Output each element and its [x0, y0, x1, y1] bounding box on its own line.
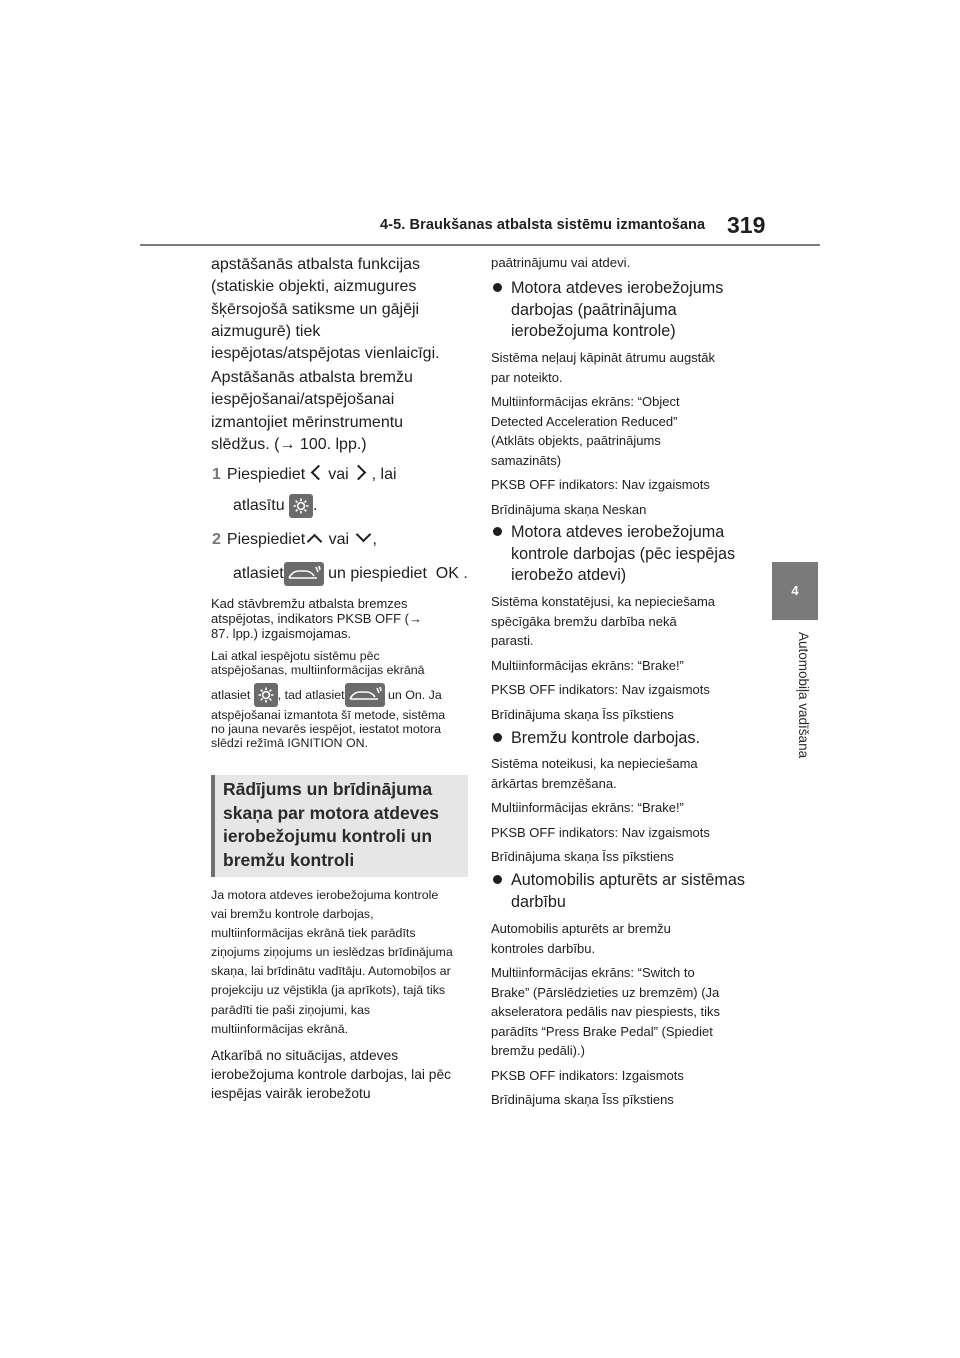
text-line: Brīdinājuma skaņa Neskan [491, 501, 647, 517]
text-line: Lai atkal iespējotu sistēmu pēc [211, 649, 380, 663]
text-line: bremžu pedāli).) [491, 1043, 585, 1058]
text-line: darbību [511, 892, 566, 911]
chapter-tab: 4 [772, 562, 818, 620]
text-line: multiinformācijas ekrānā. [211, 1021, 349, 1036]
instruction-paragraph [211, 367, 413, 456]
step-1-line-1 [212, 466, 397, 484]
text-line: ierobežojuma kontrole darbojas, lai pēc [211, 1067, 452, 1083]
step-number: 1 [212, 466, 221, 483]
text: . [463, 565, 468, 583]
text-line: Kad stāvbremžu atbalsta bremzes [211, 596, 408, 611]
step-2-line-2 [233, 562, 468, 586]
text-line: izmantojiet mērinstrumentu [211, 413, 404, 431]
text-line: slēdžus. (→ 100. lpp.) [211, 435, 367, 453]
text: Automobilis apturēts ar sistēmas [511, 871, 745, 889]
text: Motora atdeves ierobežojums [511, 279, 724, 297]
text-line: Apstāšanās atbalsta bremžu [211, 369, 413, 386]
section-header-title: 4-5. Braukšanas atbalsta sistēmu izmantošana [380, 217, 706, 233]
text-line: PKSB OFF indikators: Izgaismots [491, 1067, 684, 1083]
chevron-right-icon [350, 465, 366, 481]
bullet-icon [493, 527, 502, 536]
step-1-line-2 [233, 494, 318, 518]
bullet-heading [493, 522, 735, 587]
note-reenable [211, 649, 445, 750]
situation-paragraph [211, 1046, 451, 1104]
text-line: skaņa, lai brīdinātu vadītāju. Automobiļos ar [211, 964, 451, 979]
text: vai [328, 466, 349, 483]
step-number: 2 [212, 531, 221, 548]
text-line: parasti. [491, 633, 534, 648]
text-line: (statiskie objekti, aizmugures [211, 278, 417, 296]
text-line: Brīdinājuma skaņa Īss pīkstiens [491, 849, 674, 864]
intro-paragraph [211, 254, 440, 365]
text-line: Sistēma neļauj kāpināt ātrumu augstāk [491, 350, 716, 365]
text-line: Brake” (Pārslēdzieties uz bremzēm) (Ja [491, 984, 720, 1000]
text-line: ziņojums ziņojums un ieslēdzas brīdinājuma [211, 945, 453, 960]
text-line: skaņa par motora atdeves [223, 802, 439, 823]
text-line: parādīti tie paši ziņojumi, kas [211, 1002, 371, 1017]
text-line: ierobežojuma kontrole) [511, 322, 676, 340]
ok-label: OK [435, 565, 459, 583]
section-body [491, 919, 720, 1110]
bullet-heading [493, 870, 745, 913]
text: un On. Ja [387, 687, 442, 702]
text-line: ierobežojumu kontroli un [223, 826, 433, 846]
text-line: darbojas (paātrinājuma [511, 300, 677, 319]
text-line [211, 682, 445, 708]
note-pksb-off [211, 596, 422, 641]
continuation-text: paātrinājumu vai atdevi. [491, 255, 631, 270]
text-line: Brīdinājuma skaņa Īss pīkstiens [491, 1092, 674, 1107]
text-line: PKSB OFF indikators: Nav izgaismots [491, 682, 710, 697]
text-line: Multiinformācijas ekrāns: “Object [491, 394, 680, 409]
bullet-icon [493, 283, 502, 292]
text-line: apstāšanās atbalsta funkcijas [211, 256, 421, 273]
text-line: Automobilis apturēts ar bremžu [491, 921, 671, 936]
text-line: Ja motora atdeves ierobežojuma kontrole [211, 888, 439, 902]
chapter-tab-label: Automobiļa vadīšana [796, 632, 811, 759]
text-line: iespējotas/atspējotas vienlaicīgi. [211, 345, 440, 363]
text-line: bremžu kontroli [223, 849, 355, 870]
text-line: atspējošanai izmantota šī metode, sistēma [211, 707, 446, 722]
text-line: Detected Acceleration Reduced” [491, 413, 678, 429]
text: Motora atdeves ierobežojuma [511, 523, 725, 541]
text: , [372, 531, 377, 548]
text-line: Sistēma konstatējusi, ka nepieciešama [491, 594, 716, 609]
gear-icon [254, 683, 278, 707]
text-line: akseleratora pedālis nav piespiests, tiks [491, 1004, 721, 1019]
text-line: ārkārtas bremzēšana. [491, 775, 617, 791]
text-line: spēcīgāka bremžu darbība nekā [491, 613, 677, 629]
text-line: Sistēma noteikusi, ka nepieciešama [491, 756, 698, 771]
text-line: (Atklāts objekts, paātrinājums [491, 433, 661, 448]
text-line: multiinformācijas ekrānā tiek parādīts [211, 926, 416, 941]
text: Piespiediet [226, 466, 306, 483]
text-line: atspējošanas, multiinformācijas ekrānā [211, 663, 425, 678]
text-line: kontroles darbību. [491, 940, 596, 956]
text-line: 87. lpp.) izgaismojamas. [211, 626, 352, 641]
text-line: šķērsojošā satiksme un gājēji [211, 300, 420, 318]
chevron-down-icon [355, 527, 371, 543]
text-line: iespējošanai/atspējošanai [211, 391, 395, 409]
text-line: atspējotas, indikators PKSB OFF (→ [211, 611, 422, 626]
text-line: samazināts) [491, 452, 562, 468]
bullet-heading [493, 728, 700, 750]
text-line: Brīdinājuma skaņa Īss pīkstiens [491, 706, 674, 722]
text-line: parādīts “Press Brake Pedal” (Spiediet [491, 1023, 713, 1039]
text: , tad atlasiet [277, 687, 345, 702]
pksb-car-icon [284, 562, 324, 586]
text-line: Multiinformācijas ekrāns: “Switch to [491, 965, 695, 980]
text: , lai [371, 466, 397, 483]
chevron-up-icon [307, 534, 323, 550]
text-line: Multiinformācijas ekrāns: “Brake!” [491, 657, 684, 673]
text-line: vai bremžu kontrole darbojas, [211, 907, 374, 922]
gear-icon [289, 494, 313, 518]
text-line: Multiinformācijas ekrāns: “Brake!” [491, 800, 684, 815]
text-line: no jauna nevarēs iespējot, iestatot motora [211, 721, 442, 736]
text: vai [328, 531, 350, 548]
text: Bremžu kontrole darbojas. [511, 729, 700, 747]
chevron-left-icon [311, 465, 327, 481]
text-line: slēdzi režīmā IGNITION ON. [211, 736, 368, 751]
section-body [491, 592, 715, 724]
text: atlasiet [211, 687, 251, 702]
text: atlasītu [233, 497, 285, 515]
text: un piespiediet [328, 565, 427, 583]
page-number: 319 [727, 212, 766, 238]
text-line: ierobežo atdevi) [511, 566, 627, 584]
pksb-car-icon [345, 683, 385, 707]
section-heading [223, 778, 463, 872]
text-line: aizmugurē) tiek [211, 322, 321, 340]
step-2-line-1 [212, 531, 377, 549]
bullet-icon [493, 733, 502, 742]
text-line: PKSB OFF indikators: Nav izgaismots [491, 824, 710, 840]
warning-paragraph [211, 886, 453, 1039]
text-line: projekciju uz vējstikla (ja aprīkots), tajā tiks [211, 983, 446, 998]
text-line: par noteikto. [491, 369, 563, 385]
bullet-icon [493, 875, 502, 884]
text-line: PKSB OFF indikators: Nav izgaismots [491, 477, 710, 492]
text-line: kontrole darbojas (pēc iespējas [511, 544, 736, 563]
section-body [491, 754, 710, 867]
text-line: Atkarībā no situācijas, atdeves [211, 1048, 399, 1063]
text: Piespiediet [226, 531, 306, 548]
text-line: Rādījums un brīdinājuma [223, 779, 433, 799]
text: atlasiet [233, 565, 284, 583]
bullet-heading [493, 278, 723, 343]
section-body [491, 348, 715, 519]
text: . [313, 497, 318, 515]
text-line: iespējas vairāk ierobežotu [211, 1086, 371, 1102]
header-rule [140, 244, 820, 246]
